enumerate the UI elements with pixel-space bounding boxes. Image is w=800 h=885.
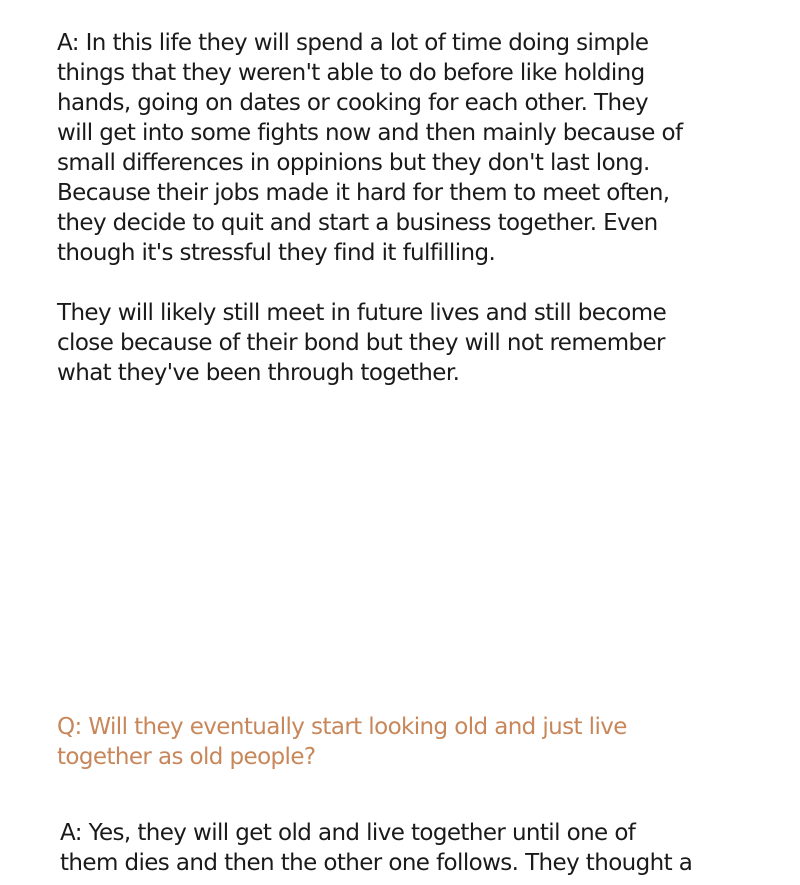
answer-text-partial: A: Yes, they will get old and live together until one of them dies and then the other one follows. They thought a xyxy=(60,820,693,876)
answer-paragraph-2: They will likely still meet in future lives and still become close because of their bond but they will not remember what they've been through together. xyxy=(57,300,667,386)
question-text: Q: Will they eventually start looking old and just live together as old people? xyxy=(57,714,627,770)
answer-paragraph-1: A: In this life they will spend a lot of time doing simple things that they weren't able to do before like holding hands, going on dates or cooking for each other. They will get into some fights now and then mainly because of small differences in oppinions but they don't last long. Because their jobs made it hard for them to meet often, they decide to quit and start a business together. Even though it's stressful they find it fulfilling. xyxy=(57,30,683,266)
